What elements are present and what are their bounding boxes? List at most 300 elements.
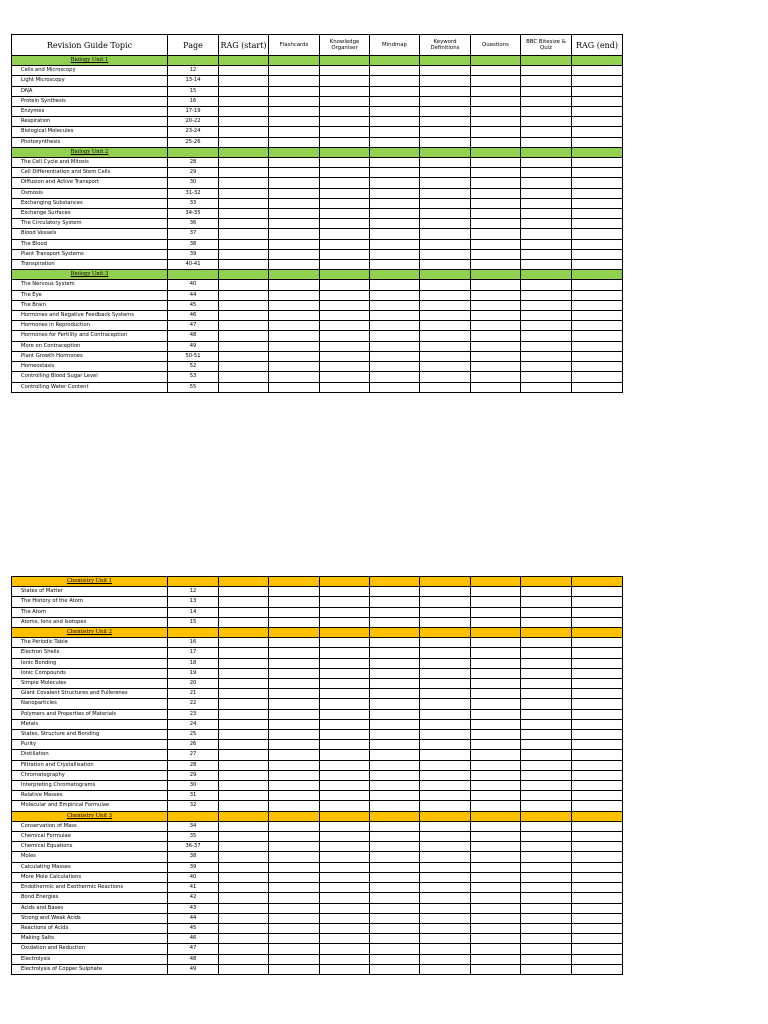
rag-start-cell[interactable] [219,760,269,770]
knowledge-organiser-cell[interactable] [320,821,370,831]
bbc-bitesize-cell[interactable] [521,76,572,86]
rag-start-cell[interactable] [219,638,269,648]
rag-end-cell[interactable] [572,770,623,780]
rag-start-cell[interactable] [219,740,269,750]
mindmap-cell[interactable] [370,913,420,923]
bbc-bitesize-cell[interactable] [521,923,572,933]
keyword-definitions-cell[interactable] [420,903,471,913]
knowledge-organiser-cell[interactable] [320,229,370,239]
rag-start-cell[interactable] [219,260,269,270]
flashcards-cell[interactable] [269,351,320,361]
questions-cell[interactable] [471,617,521,627]
bbc-bitesize-cell[interactable] [521,382,572,392]
rag-end-cell[interactable] [572,842,623,852]
keyword-definitions-cell[interactable] [420,66,471,76]
mindmap-cell[interactable] [370,648,420,658]
questions-cell[interactable] [471,760,521,770]
keyword-definitions-cell[interactable] [420,801,471,811]
rag-end-cell[interactable] [572,66,623,76]
mindmap-cell[interactable] [370,229,420,239]
keyword-definitions-cell[interactable] [420,597,471,607]
bbc-bitesize-cell[interactable] [521,372,572,382]
questions-cell[interactable] [471,719,521,729]
questions-cell[interactable] [471,587,521,597]
questions-cell[interactable] [471,239,521,249]
mindmap-cell[interactable] [370,944,420,954]
questions-cell[interactable] [471,198,521,208]
rag-start-cell[interactable] [219,689,269,699]
rag-start-cell[interactable] [219,249,269,259]
rag-end-cell[interactable] [572,699,623,709]
rag-start-cell[interactable] [219,178,269,188]
rag-end-cell[interactable] [572,362,623,372]
rag-end-cell[interactable] [572,117,623,127]
flashcards-cell[interactable] [269,668,320,678]
mindmap-cell[interactable] [370,883,420,893]
questions-cell[interactable] [471,944,521,954]
keyword-definitions-cell[interactable] [420,913,471,923]
keyword-definitions-cell[interactable] [420,107,471,117]
bbc-bitesize-cell[interactable] [521,86,572,96]
questions-cell[interactable] [471,730,521,740]
keyword-definitions-cell[interactable] [420,719,471,729]
knowledge-organiser-cell[interactable] [320,290,370,300]
mindmap-cell[interactable] [370,770,420,780]
mindmap-cell[interactable] [370,638,420,648]
mindmap-cell[interactable] [370,954,420,964]
knowledge-organiser-cell[interactable] [320,280,370,290]
questions-cell[interactable] [471,209,521,219]
rag-start-cell[interactable] [219,852,269,862]
bbc-bitesize-cell[interactable] [521,852,572,862]
knowledge-organiser-cell[interactable] [320,934,370,944]
keyword-definitions-cell[interactable] [420,709,471,719]
rag-end-cell[interactable] [572,300,623,310]
flashcards-cell[interactable] [269,86,320,96]
questions-cell[interactable] [471,117,521,127]
bbc-bitesize-cell[interactable] [521,280,572,290]
knowledge-organiser-cell[interactable] [320,903,370,913]
questions-cell[interactable] [471,964,521,974]
knowledge-organiser-cell[interactable] [320,719,370,729]
knowledge-organiser-cell[interactable] [320,372,370,382]
bbc-bitesize-cell[interactable] [521,96,572,106]
knowledge-organiser-cell[interactable] [320,321,370,331]
flashcards-cell[interactable] [269,168,320,178]
bbc-bitesize-cell[interactable] [521,66,572,76]
bbc-bitesize-cell[interactable] [521,362,572,372]
questions-cell[interactable] [471,791,521,801]
mindmap-cell[interactable] [370,668,420,678]
knowledge-organiser-cell[interactable] [320,300,370,310]
questions-cell[interactable] [471,597,521,607]
mindmap-cell[interactable] [370,862,420,872]
rag-end-cell[interactable] [572,648,623,658]
knowledge-organiser-cell[interactable] [320,689,370,699]
keyword-definitions-cell[interactable] [420,658,471,668]
mindmap-cell[interactable] [370,239,420,249]
flashcards-cell[interactable] [269,658,320,668]
rag-start-cell[interactable] [219,872,269,882]
bbc-bitesize-cell[interactable] [521,587,572,597]
rag-start-cell[interactable] [219,648,269,658]
flashcards-cell[interactable] [269,260,320,270]
flashcards-cell[interactable] [269,740,320,750]
keyword-definitions-cell[interactable] [420,648,471,658]
rag-start-cell[interactable] [219,96,269,106]
knowledge-organiser-cell[interactable] [320,699,370,709]
rag-end-cell[interactable] [572,903,623,913]
bbc-bitesize-cell[interactable] [521,209,572,219]
bbc-bitesize-cell[interactable] [521,862,572,872]
questions-cell[interactable] [471,290,521,300]
bbc-bitesize-cell[interactable] [521,679,572,689]
bbc-bitesize-cell[interactable] [521,229,572,239]
mindmap-cell[interactable] [370,66,420,76]
flashcards-cell[interactable] [269,382,320,392]
questions-cell[interactable] [471,852,521,862]
rag-end-cell[interactable] [572,137,623,147]
mindmap-cell[interactable] [370,730,420,740]
bbc-bitesize-cell[interactable] [521,709,572,719]
bbc-bitesize-cell[interactable] [521,719,572,729]
questions-cell[interactable] [471,842,521,852]
flashcards-cell[interactable] [269,290,320,300]
keyword-definitions-cell[interactable] [420,198,471,208]
bbc-bitesize-cell[interactable] [521,944,572,954]
rag-end-cell[interactable] [572,852,623,862]
knowledge-organiser-cell[interactable] [320,168,370,178]
bbc-bitesize-cell[interactable] [521,689,572,699]
bbc-bitesize-cell[interactable] [521,219,572,229]
rag-start-cell[interactable] [219,801,269,811]
flashcards-cell[interactable] [269,219,320,229]
keyword-definitions-cell[interactable] [420,260,471,270]
bbc-bitesize-cell[interactable] [521,842,572,852]
keyword-definitions-cell[interactable] [420,168,471,178]
knowledge-organiser-cell[interactable] [320,158,370,168]
bbc-bitesize-cell[interactable] [521,648,572,658]
flashcards-cell[interactable] [269,76,320,86]
rag-start-cell[interactable] [219,719,269,729]
questions-cell[interactable] [471,709,521,719]
flashcards-cell[interactable] [269,66,320,76]
keyword-definitions-cell[interactable] [420,127,471,137]
rag-start-cell[interactable] [219,321,269,331]
rag-start-cell[interactable] [219,893,269,903]
keyword-definitions-cell[interactable] [420,638,471,648]
keyword-definitions-cell[interactable] [420,964,471,974]
rag-end-cell[interactable] [572,923,623,933]
bbc-bitesize-cell[interactable] [521,311,572,321]
flashcards-cell[interactable] [269,862,320,872]
mindmap-cell[interactable] [370,801,420,811]
questions-cell[interactable] [471,382,521,392]
keyword-definitions-cell[interactable] [420,832,471,842]
bbc-bitesize-cell[interactable] [521,883,572,893]
questions-cell[interactable] [471,137,521,147]
rag-start-cell[interactable] [219,188,269,198]
mindmap-cell[interactable] [370,158,420,168]
rag-end-cell[interactable] [572,893,623,903]
rag-start-cell[interactable] [219,158,269,168]
bbc-bitesize-cell[interactable] [521,168,572,178]
rag-start-cell[interactable] [219,934,269,944]
keyword-definitions-cell[interactable] [420,954,471,964]
flashcards-cell[interactable] [269,872,320,882]
bbc-bitesize-cell[interactable] [521,300,572,310]
mindmap-cell[interactable] [370,923,420,933]
mindmap-cell[interactable] [370,351,420,361]
rag-start-cell[interactable] [219,66,269,76]
knowledge-organiser-cell[interactable] [320,587,370,597]
rag-end-cell[interactable] [572,86,623,96]
flashcards-cell[interactable] [269,117,320,127]
knowledge-organiser-cell[interactable] [320,198,370,208]
bbc-bitesize-cell[interactable] [521,188,572,198]
flashcards-cell[interactable] [269,801,320,811]
rag-start-cell[interactable] [219,883,269,893]
keyword-definitions-cell[interactable] [420,781,471,791]
knowledge-organiser-cell[interactable] [320,709,370,719]
questions-cell[interactable] [471,300,521,310]
flashcards-cell[interactable] [269,709,320,719]
mindmap-cell[interactable] [370,96,420,106]
flashcards-cell[interactable] [269,944,320,954]
rag-end-cell[interactable] [572,730,623,740]
questions-cell[interactable] [471,801,521,811]
rag-start-cell[interactable] [219,750,269,760]
questions-cell[interactable] [471,219,521,229]
mindmap-cell[interactable] [370,127,420,137]
knowledge-organiser-cell[interactable] [320,239,370,249]
knowledge-organiser-cell[interactable] [320,842,370,852]
rag-end-cell[interactable] [572,791,623,801]
questions-cell[interactable] [471,351,521,361]
rag-end-cell[interactable] [572,209,623,219]
flashcards-cell[interactable] [269,781,320,791]
questions-cell[interactable] [471,913,521,923]
rag-end-cell[interactable] [572,954,623,964]
flashcards-cell[interactable] [269,158,320,168]
keyword-definitions-cell[interactable] [420,821,471,831]
keyword-definitions-cell[interactable] [420,934,471,944]
keyword-definitions-cell[interactable] [420,883,471,893]
rag-start-cell[interactable] [219,597,269,607]
knowledge-organiser-cell[interactable] [320,964,370,974]
bbc-bitesize-cell[interactable] [521,597,572,607]
knowledge-organiser-cell[interactable] [320,740,370,750]
flashcards-cell[interactable] [269,96,320,106]
rag-start-cell[interactable] [219,341,269,351]
questions-cell[interactable] [471,689,521,699]
questions-cell[interactable] [471,168,521,178]
keyword-definitions-cell[interactable] [420,229,471,239]
keyword-definitions-cell[interactable] [420,617,471,627]
rag-start-cell[interactable] [219,821,269,831]
keyword-definitions-cell[interactable] [420,311,471,321]
rag-start-cell[interactable] [219,679,269,689]
keyword-definitions-cell[interactable] [420,750,471,760]
rag-end-cell[interactable] [572,913,623,923]
rag-start-cell[interactable] [219,587,269,597]
rag-end-cell[interactable] [572,280,623,290]
keyword-definitions-cell[interactable] [420,96,471,106]
bbc-bitesize-cell[interactable] [521,178,572,188]
questions-cell[interactable] [471,229,521,239]
mindmap-cell[interactable] [370,362,420,372]
mindmap-cell[interactable] [370,832,420,842]
knowledge-organiser-cell[interactable] [320,382,370,392]
keyword-definitions-cell[interactable] [420,760,471,770]
questions-cell[interactable] [471,872,521,882]
keyword-definitions-cell[interactable] [420,791,471,801]
keyword-definitions-cell[interactable] [420,86,471,96]
mindmap-cell[interactable] [370,300,420,310]
mindmap-cell[interactable] [370,740,420,750]
flashcards-cell[interactable] [269,587,320,597]
rag-start-cell[interactable] [219,76,269,86]
rag-end-cell[interactable] [572,781,623,791]
bbc-bitesize-cell[interactable] [521,730,572,740]
rag-end-cell[interactable] [572,617,623,627]
rag-end-cell[interactable] [572,679,623,689]
rag-end-cell[interactable] [572,127,623,137]
keyword-definitions-cell[interactable] [420,372,471,382]
rag-end-cell[interactable] [572,821,623,831]
keyword-definitions-cell[interactable] [420,321,471,331]
questions-cell[interactable] [471,954,521,964]
flashcards-cell[interactable] [269,913,320,923]
mindmap-cell[interactable] [370,597,420,607]
rag-start-cell[interactable] [219,219,269,229]
questions-cell[interactable] [471,740,521,750]
flashcards-cell[interactable] [269,699,320,709]
questions-cell[interactable] [471,86,521,96]
mindmap-cell[interactable] [370,842,420,852]
bbc-bitesize-cell[interactable] [521,331,572,341]
mindmap-cell[interactable] [370,209,420,219]
flashcards-cell[interactable] [269,597,320,607]
bbc-bitesize-cell[interactable] [521,117,572,127]
mindmap-cell[interactable] [370,86,420,96]
rag-start-cell[interactable] [219,300,269,310]
rag-end-cell[interactable] [572,331,623,341]
knowledge-organiser-cell[interactable] [320,188,370,198]
questions-cell[interactable] [471,679,521,689]
questions-cell[interactable] [471,188,521,198]
questions-cell[interactable] [471,638,521,648]
knowledge-organiser-cell[interactable] [320,750,370,760]
knowledge-organiser-cell[interactable] [320,913,370,923]
mindmap-cell[interactable] [370,107,420,117]
bbc-bitesize-cell[interactable] [521,893,572,903]
rag-start-cell[interactable] [219,127,269,137]
questions-cell[interactable] [471,934,521,944]
mindmap-cell[interactable] [370,331,420,341]
bbc-bitesize-cell[interactable] [521,607,572,617]
flashcards-cell[interactable] [269,617,320,627]
bbc-bitesize-cell[interactable] [521,821,572,831]
mindmap-cell[interactable] [370,781,420,791]
knowledge-organiser-cell[interactable] [320,96,370,106]
rag-start-cell[interactable] [219,362,269,372]
knowledge-organiser-cell[interactable] [320,781,370,791]
keyword-definitions-cell[interactable] [420,730,471,740]
rag-start-cell[interactable] [219,770,269,780]
questions-cell[interactable] [471,96,521,106]
rag-end-cell[interactable] [572,801,623,811]
knowledge-organiser-cell[interactable] [320,679,370,689]
flashcards-cell[interactable] [269,209,320,219]
knowledge-organiser-cell[interactable] [320,597,370,607]
bbc-bitesize-cell[interactable] [521,770,572,780]
knowledge-organiser-cell[interactable] [320,923,370,933]
questions-cell[interactable] [471,862,521,872]
mindmap-cell[interactable] [370,198,420,208]
knowledge-organiser-cell[interactable] [320,862,370,872]
bbc-bitesize-cell[interactable] [521,351,572,361]
flashcards-cell[interactable] [269,607,320,617]
rag-end-cell[interactable] [572,934,623,944]
questions-cell[interactable] [471,903,521,913]
keyword-definitions-cell[interactable] [420,699,471,709]
rag-end-cell[interactable] [572,341,623,351]
bbc-bitesize-cell[interactable] [521,290,572,300]
bbc-bitesize-cell[interactable] [521,158,572,168]
flashcards-cell[interactable] [269,760,320,770]
questions-cell[interactable] [471,658,521,668]
flashcards-cell[interactable] [269,198,320,208]
rag-start-cell[interactable] [219,382,269,392]
rag-start-cell[interactable] [219,903,269,913]
questions-cell[interactable] [471,832,521,842]
rag-end-cell[interactable] [572,750,623,760]
knowledge-organiser-cell[interactable] [320,86,370,96]
knowledge-organiser-cell[interactable] [320,832,370,842]
bbc-bitesize-cell[interactable] [521,903,572,913]
rag-end-cell[interactable] [572,198,623,208]
knowledge-organiser-cell[interactable] [320,893,370,903]
rag-start-cell[interactable] [219,842,269,852]
flashcards-cell[interactable] [269,638,320,648]
mindmap-cell[interactable] [370,137,420,147]
rag-start-cell[interactable] [219,86,269,96]
rag-start-cell[interactable] [219,209,269,219]
knowledge-organiser-cell[interactable] [320,852,370,862]
mindmap-cell[interactable] [370,893,420,903]
keyword-definitions-cell[interactable] [420,893,471,903]
rag-end-cell[interactable] [572,964,623,974]
bbc-bitesize-cell[interactable] [521,954,572,964]
mindmap-cell[interactable] [370,709,420,719]
rag-start-cell[interactable] [219,944,269,954]
questions-cell[interactable] [471,311,521,321]
rag-end-cell[interactable] [572,96,623,106]
questions-cell[interactable] [471,158,521,168]
knowledge-organiser-cell[interactable] [320,648,370,658]
mindmap-cell[interactable] [370,290,420,300]
flashcards-cell[interactable] [269,280,320,290]
bbc-bitesize-cell[interactable] [521,832,572,842]
rag-end-cell[interactable] [572,587,623,597]
rag-start-cell[interactable] [219,331,269,341]
rag-end-cell[interactable] [572,832,623,842]
mindmap-cell[interactable] [370,260,420,270]
questions-cell[interactable] [471,883,521,893]
rag-end-cell[interactable] [572,638,623,648]
keyword-definitions-cell[interactable] [420,923,471,933]
